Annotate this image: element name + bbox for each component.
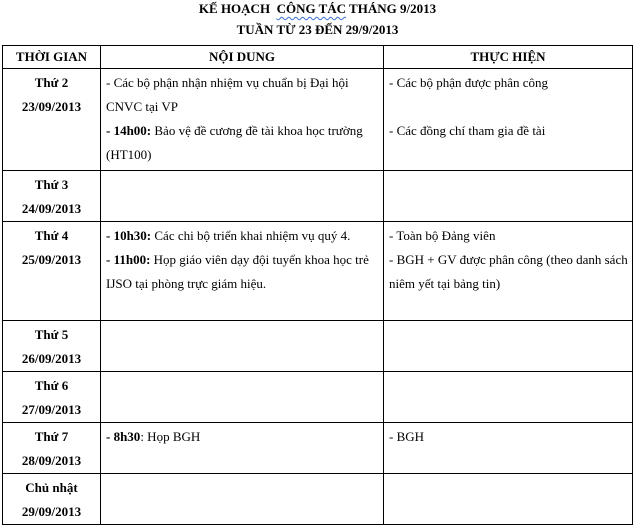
table-row	[3, 474, 633, 525]
date-label: 24/09/2013	[21, 201, 82, 216]
assignee-cell	[384, 69, 633, 171]
assignee-cell	[384, 171, 633, 222]
day-label: Thứ 7	[34, 429, 69, 444]
time-cell	[3, 474, 101, 525]
content-text: Bảo vệ đề cương đề tài khoa học trường (HT100)	[106, 123, 363, 162]
header-row	[3, 46, 633, 69]
content-cell	[101, 171, 384, 222]
table-row	[3, 69, 633, 171]
assignee-item: - Toàn bộ Đảng viên	[389, 228, 496, 243]
content-time: - 11h00:	[106, 252, 151, 267]
content-cell	[101, 372, 384, 423]
day-label: Thứ 6	[34, 378, 69, 393]
title-prefix: KẾ HOẠCH	[198, 1, 271, 16]
table-row	[3, 222, 633, 321]
assignee-cell	[384, 321, 633, 372]
assignee-cell	[384, 372, 633, 423]
content-cell	[101, 321, 384, 372]
table-row	[3, 321, 633, 372]
content-text: Họp giáo viên dạy đội tuyển khoa học trẻ IJSO tại phòng trực giám hiệu.	[106, 252, 369, 291]
assignee-cell	[384, 423, 633, 474]
time-cell	[3, 222, 101, 321]
time-cell	[3, 171, 101, 222]
time-cell	[3, 69, 101, 171]
day-label: Thứ 3	[34, 177, 69, 192]
column-header-assignees: THỰC HIỆN	[384, 46, 633, 69]
assignee-item: - BGH + GV được phân công (theo danh sách niêm yết tại bảng tin)	[389, 252, 628, 291]
content-item	[106, 119, 379, 167]
date-label: 26/09/2013	[21, 351, 82, 366]
content-time: - 10h30:	[106, 228, 152, 243]
day-label: Thứ 4	[34, 228, 69, 243]
time-cell	[3, 372, 101, 423]
content-cell	[101, 423, 384, 474]
day-label: Thứ 5	[34, 327, 69, 342]
assignee-cell	[384, 474, 633, 525]
content-time: - 14h00:	[106, 123, 152, 138]
table-row	[3, 372, 633, 423]
content-text: - Các bộ phận nhận nhiệm vụ chuẩn bị Đại hội CNVC tại VP	[106, 75, 349, 114]
date-label: 25/09/2013	[21, 252, 82, 267]
assignee-cell	[384, 222, 633, 321]
column-header-content: NỘI DUNG	[101, 46, 384, 69]
content-item	[106, 71, 379, 119]
content-item	[106, 224, 379, 248]
content-time: - 8h30	[106, 429, 141, 444]
table-row	[3, 423, 633, 474]
assignee-item: - Các đồng chí tham gia đề tài	[389, 123, 546, 138]
column-header-time: THỜI GIAN	[3, 46, 101, 69]
date-label: 29/09/2013	[21, 504, 82, 519]
day-label: Chủ nhật	[25, 480, 78, 495]
time-cell	[3, 423, 101, 474]
assignee-item: - Các bộ phận được phân công	[389, 75, 549, 90]
title-suffix: THÁNG 9/2013	[349, 1, 437, 16]
schedule-table	[2, 45, 633, 525]
time-cell	[3, 321, 101, 372]
date-label: 28/09/2013	[21, 453, 82, 468]
date-label: 27/09/2013	[21, 402, 82, 417]
date-label: 23/09/2013	[21, 99, 82, 114]
day-label: Thứ 2	[34, 75, 69, 90]
content-text: Các chi bộ triển khai nhiệm vụ quý 4.	[151, 228, 351, 243]
content-item	[106, 248, 379, 296]
content-cell	[101, 222, 384, 321]
document-title	[0, 1, 635, 17]
content-text: : Họp BGH	[140, 429, 201, 444]
content-cell	[101, 474, 384, 525]
content-cell	[101, 69, 384, 171]
document-subtitle: TUẦN TỪ 23 ĐẾN 29/9/2013	[236, 22, 399, 37]
content-item	[106, 425, 379, 449]
title-underlined: CÔNG TÁC	[276, 1, 347, 16]
table-row	[3, 171, 633, 222]
assignee-item: - BGH	[389, 429, 425, 444]
